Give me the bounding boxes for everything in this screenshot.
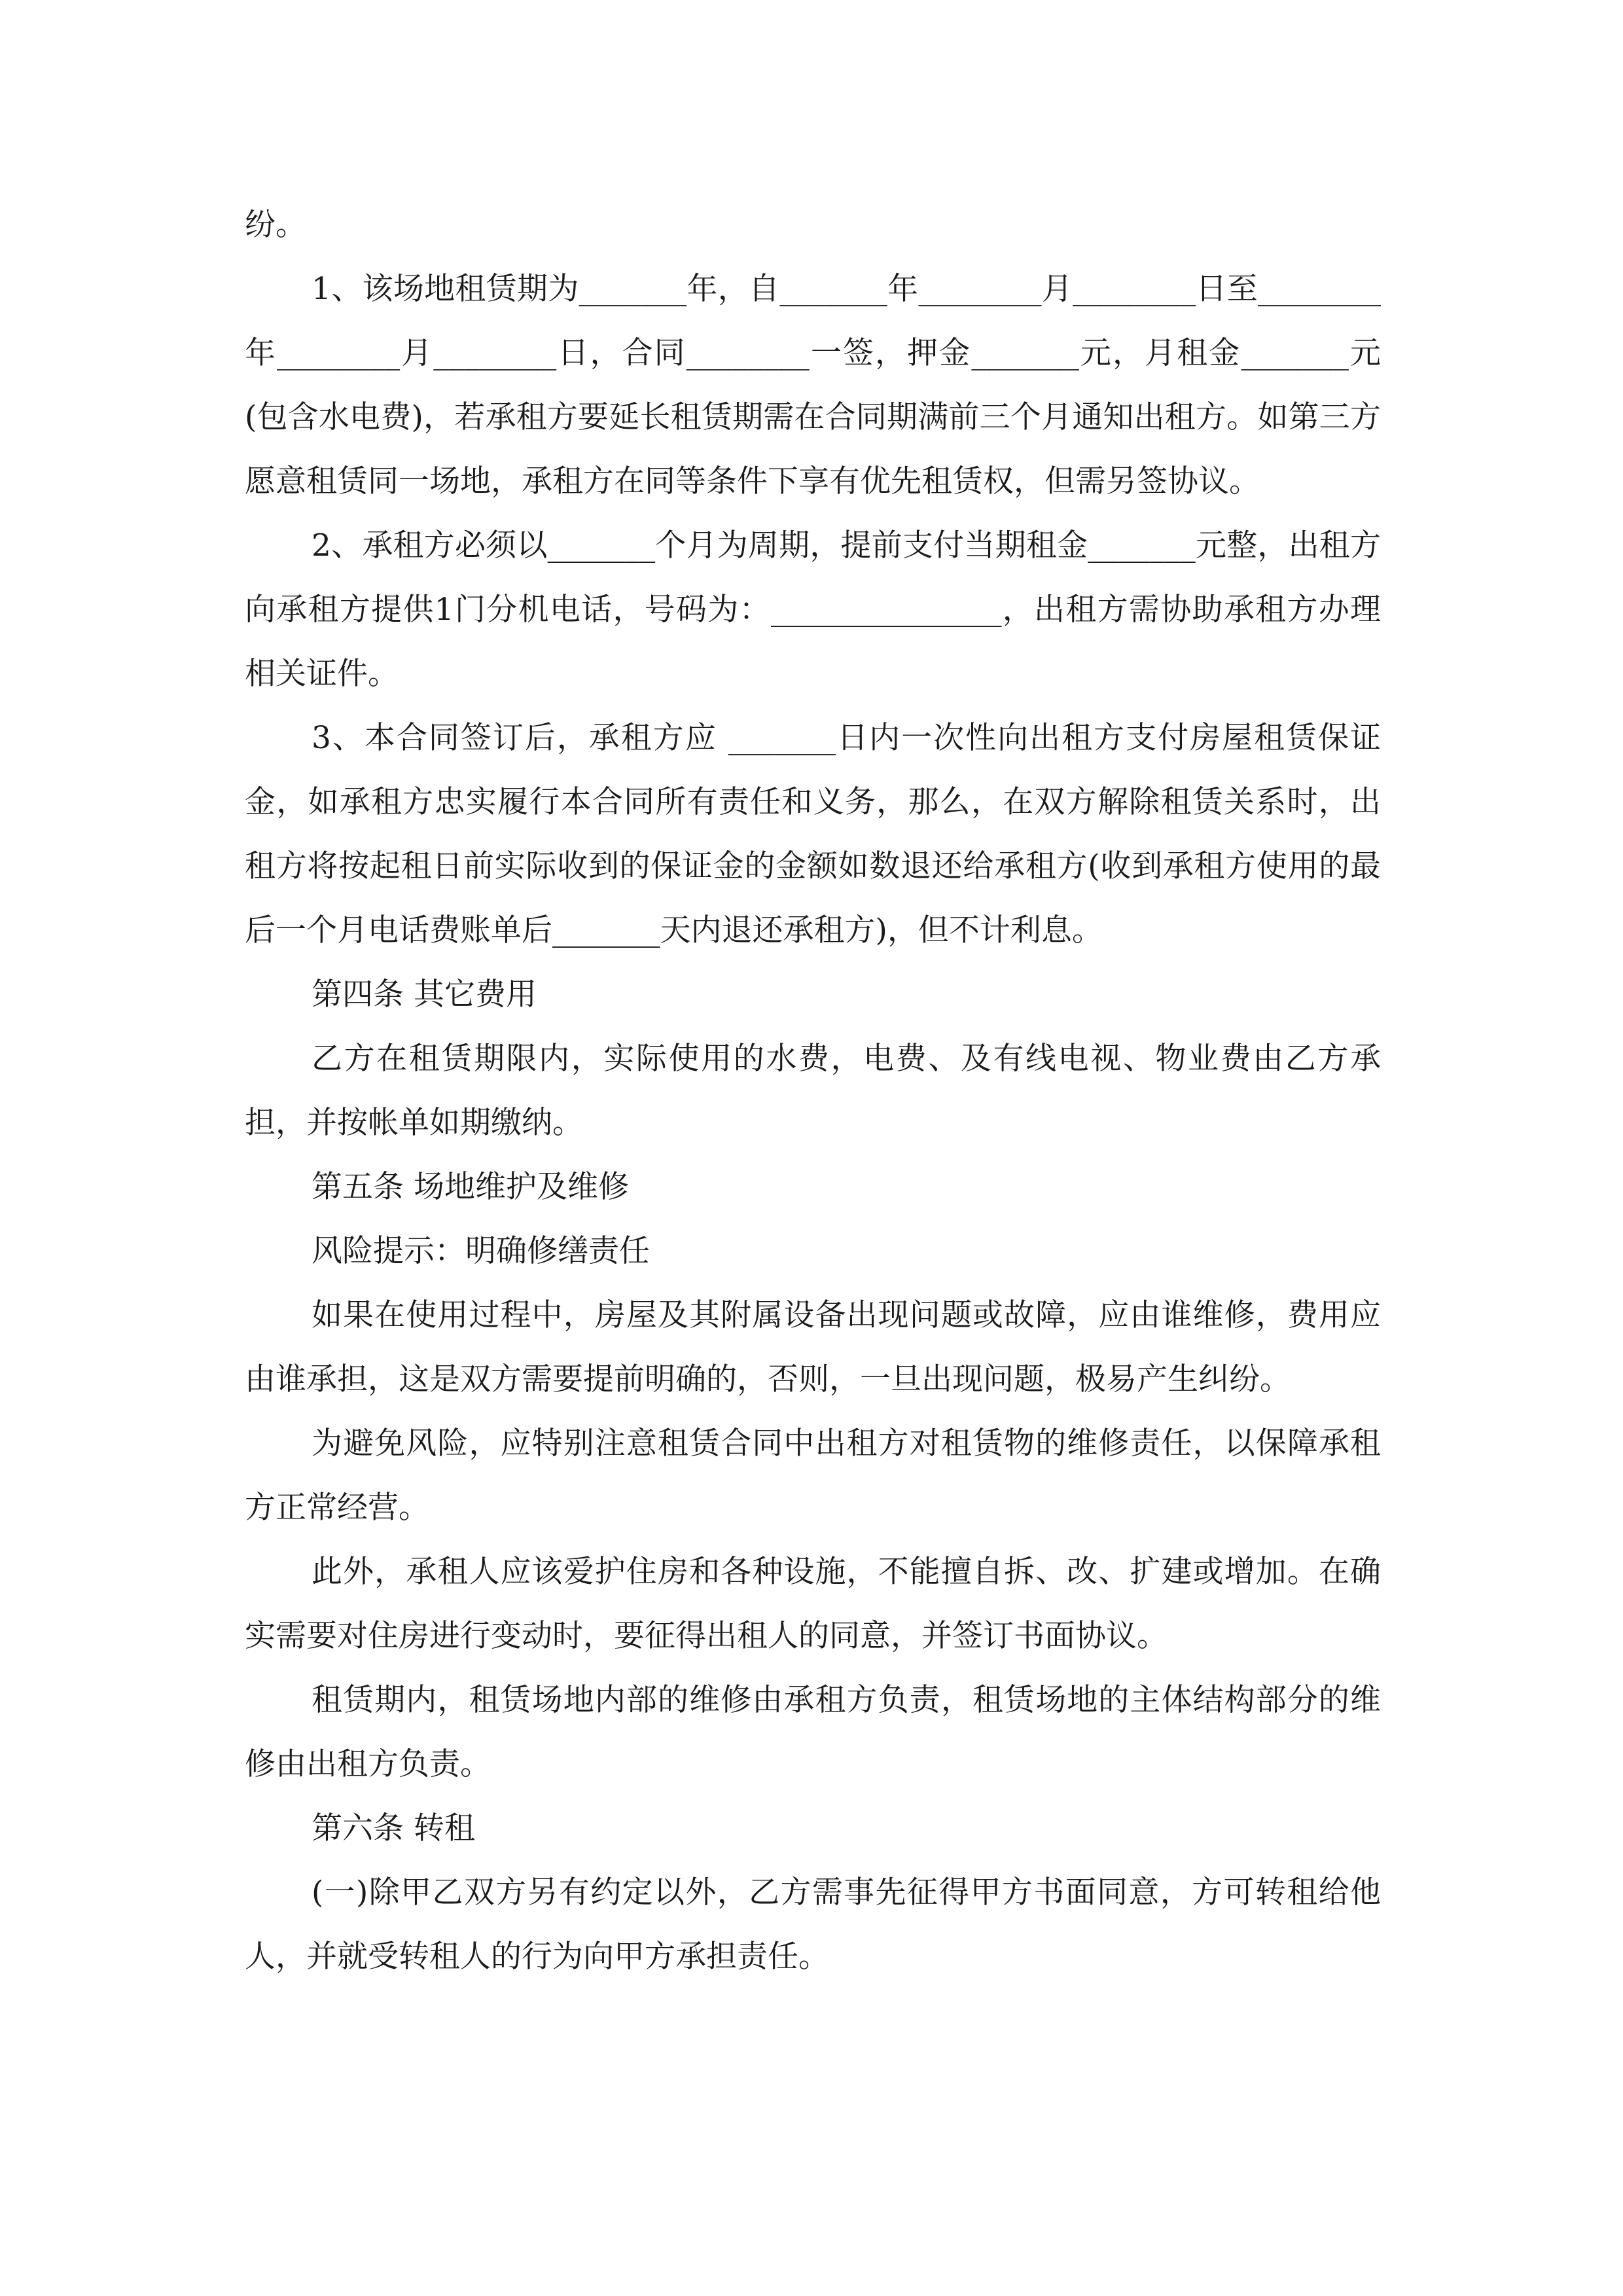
- paragraph-continuation: 纷。: [245, 207, 306, 243]
- paragraph-deposit: 3、本合同签订后，承租方应 _______日内一次性向出租方支付房屋租赁保证金，如承租方忠实履行本合同所有责任和义务，那么，在双方解除租赁关系时，出租方将按起租日前实际收到的保证金的金额如数退还给承租方(收到承租方使用的最后一个月电话费账单后_______天内退还承租方)，但不计利息。: [245, 720, 1381, 948]
- section-heading-maintenance: 第五条 场地维护及维修: [312, 1169, 629, 1205]
- paragraph-avoid-risk: 为避免风险，应特别注意租赁合同中出租方对租赁物的维修责任，以保障承租方正常经营。: [245, 1426, 1381, 1526]
- paragraph-utilities: 乙方在租赁期限内，实际使用的水费，电费、及有线电视、物业费由乙方承担，并按帐单如期缴纳。: [245, 1041, 1381, 1141]
- paragraph-rent-payment: 2、承租方必须以_______个月为周期，提前支付当期租金_______元整，出租方向承租方提供1门分机电话，号码为：_______________，出租方需协助承租方办理相关证件。: [245, 528, 1381, 692]
- paragraph-repair-responsibility: 租赁期内，租赁场地内部的维修由承租方负责，租赁场地的主体结构部分的维修由出租方负责。: [245, 1682, 1381, 1782]
- paragraph-sublease-consent: (一)除甲乙双方另有约定以外，乙方需事先征得甲方书面同意，方可转租给他人，并就受转租人的行为向甲方承担责任。: [245, 1874, 1381, 1975]
- section-heading-sublease: 第六条 转租: [312, 1810, 475, 1846]
- paragraph-no-alteration: 此外，承租人应该爱护住房和各种设施，不能擅自拆、改、扩建或增加。在确实需要对住房进行变动时，要征得出租人的同意，并签订书面协议。: [245, 1554, 1381, 1654]
- document-body: [245, 193, 1381, 1989]
- paragraph-lease-term: 1、该场地租赁期为_______年，自_______年________月________日至________年________月________日，合同________一签，押金_______元，月租金_______元(包含水电费)，若承租方要延长租赁期需在合同期满前三个月通知出租方。如第三方愿意租赁同一场地，承租方在同等条件下享有优先租赁权，但需另签协议。: [245, 271, 1381, 499]
- paragraph-risk-tip: 风险提示：明确修缮责任: [312, 1233, 650, 1269]
- section-heading-other-fees: 第四条 其它费用: [312, 977, 537, 1013]
- paragraph-repair-issues: 如果在使用过程中，房屋及其附属设备出现问题或故障，应由谁维修，费用应由谁承担，这是双方需要提前明确的，否则，一旦出现问题，极易产生纠纷。: [245, 1297, 1381, 1397]
